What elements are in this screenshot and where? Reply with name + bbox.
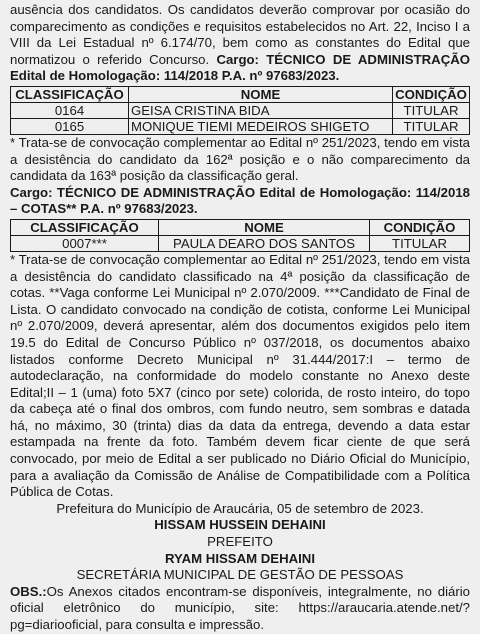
signer-2-role: SECRETÁRIA MUNICIPAL DE GESTÃO DE PESSOAS (76, 567, 404, 583)
cell-classificacao: 0007*** (11, 235, 159, 251)
cell-nome: MONIQUE TIEMI MEDEIROS SHIGETO (129, 118, 393, 134)
convocation-table-2 (10, 219, 470, 252)
header-nome: NOME (129, 86, 393, 102)
convocation-table-1 (10, 86, 470, 135)
cell-classificacao: 0164 (11, 102, 129, 118)
cell-condicao: TITULAR (393, 102, 470, 118)
table-row (11, 235, 470, 251)
intro-paragraph (10, 2, 470, 85)
table-row (11, 118, 470, 134)
table-header-row (11, 219, 470, 235)
intro-text: ausência dos candidatos. Os candidatos deverão comprovar por ocasião do comparecimento as condições e requisitos estabelecidos no Art. 22, Inciso I a VIII da Lei Estadual nº 6.174/70, bem como as constantes do Edital que normatizou o referido Concurso. (10, 2, 470, 67)
cell-condicao: TITULAR (370, 235, 470, 251)
cell-condicao: TITULAR (393, 118, 470, 134)
header-classificacao: CLASSIFICAÇÃO (11, 86, 129, 102)
note-2: * Trata-se de convocação complementar ao Edital nº 251/2023, tendo em vista a desistência do candidato classificado na 4ª posição da classificação de cotas. **Vaga conforme Lei Municipal nº 2.070/2009. ***Candidato de Final de Lista. O candidato convocado na condição de cotista, conforme Lei Municipal nº 2.070/2009, deverá apresentar, além dos documentos exigidos pelo item 19.5 do Edital de Concurso Público nº 037/2018, os documentos abaixo listados conforme Decreto Municipal nº 31.444/2017:I – termo de autodeclaração, na conformidade do modelo constante no Anexo deste Edital;II – 1 (uma) foto 5X7 (cinco por sete) colorida, de rosto inteiro, do topo da cabeça até o final dos ombros, com fundo neutro, sem sombras e datada há, no máximo, 30 (trinta) dias da data da entrega, devendo a data estar estampada na frente da foto. Também devem ficar ciente de que será convocado, por meio de Edital a ser publicado no Diário Oficial do Município, para a avaliação da Comissão de Análise de Compatibilidade com a Política Pública de Cotas. (10, 251, 470, 500)
cell-nome: GEISA CRISTINA BIDA (129, 102, 393, 118)
signer-2-name: RYAM HISSAM DEHAINI (165, 550, 315, 566)
header-nome: NOME (159, 219, 370, 235)
signer-1-name: HISSAM HUSSEIN DEHAINI (154, 517, 326, 533)
header-condicao: CONDIÇÃO (370, 219, 470, 235)
header-classificacao: CLASSIFICAÇÃO (11, 219, 159, 235)
header-condicao: CONDIÇÃO (393, 86, 470, 102)
cargo-heading-2: Cargo: TÉCNICO DE ADMINISTRAÇÃO Edital de Homologação: 114/2018 – COTAS** P.A. nº 97683/2023. (10, 184, 470, 217)
cell-nome: PAULA DEARO DOS SANTOS (159, 235, 370, 251)
obs-text: Os Anexos citados encontram-se disponíveis, integralmente, no diário oficial eletrônico do município, site: https://araucaria.atende.net/?pg=diariooficial, para consulta e impressão. (10, 583, 470, 632)
obs-paragraph (10, 584, 470, 634)
note-1: * Trata-se de convocação complementar ao Edital nº 251/2023, tendo em vista a desistência do candidato da 162ª posição e o não comparecimento da candidata da 163ª posição da classificação geral. (10, 134, 470, 184)
table-row (11, 102, 470, 118)
cell-classificacao: 0165 (11, 118, 129, 134)
cargo-heading-1: Cargo: TÉCNICO DE ADMINISTRAÇÃO Edital de Homologação: 114/2018 P.A. nº 97683/2023. (10, 51, 470, 84)
table-header-row (11, 86, 470, 102)
place-date: Prefeitura do Município de Araucária, 05 de setembro de 2023. (56, 500, 424, 516)
signer-1-role: PREFEITO (207, 534, 273, 550)
obs-label: OBS.: (10, 583, 47, 599)
